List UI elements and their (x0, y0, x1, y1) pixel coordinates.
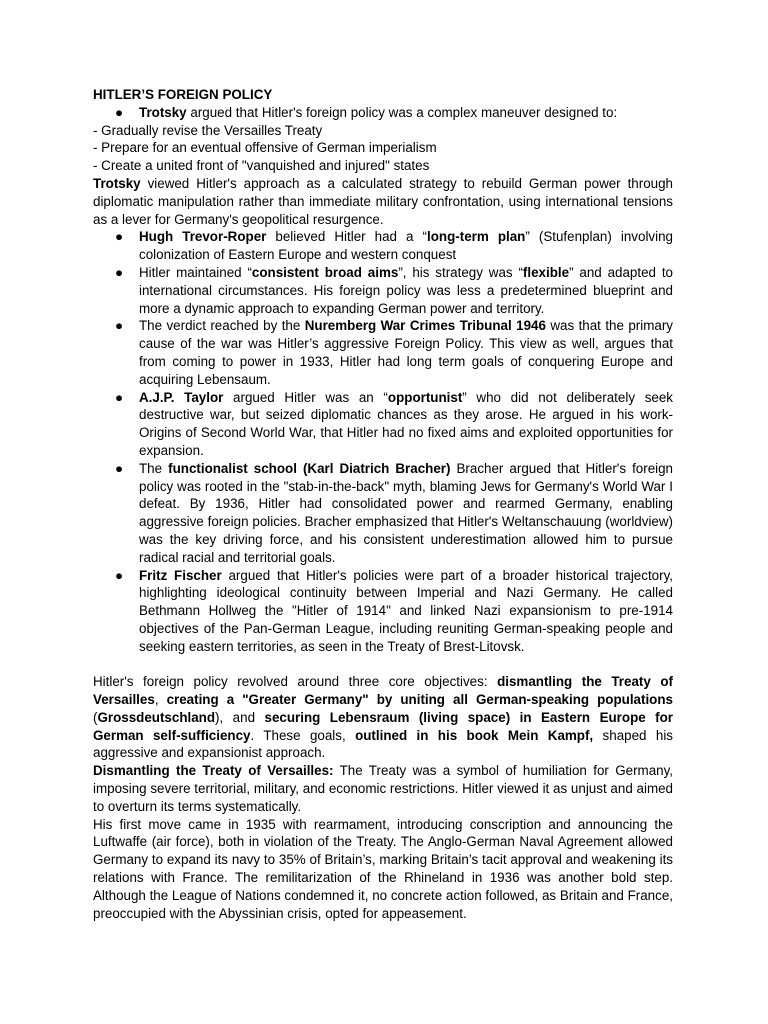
dismantling-paragraph (93, 762, 673, 815)
bold-text: Nuremberg War Crimes Tribunal 1946 (304, 318, 546, 334)
bullet-icon: ● (115, 318, 124, 334)
list-item (93, 104, 673, 122)
bold-text: outlined in his book Mein Kampf, (355, 727, 594, 743)
dash-item-1: - Gradually revise the Versailles Treaty (93, 122, 323, 138)
bullet-icon: ● (115, 389, 124, 405)
list-item (93, 567, 673, 656)
dash-item-2: - Prepare for an eventual offensive of German imperialism (93, 140, 437, 156)
historian-list (93, 228, 673, 655)
bold-text: Grossdeutschland (97, 709, 216, 725)
list-item (93, 264, 673, 317)
text-run: shaped his aggressive and expansionist approach. (93, 727, 673, 761)
text-run: ( (93, 709, 98, 725)
bullet-icon: ● (115, 104, 124, 120)
text-run: . These goals, (250, 727, 356, 743)
text-run: The Treaty was a symbol of humiliation for Germany, imposing severe territorial, military, and economic restrictions. Hitler viewed it as unjust and aimed to overturn its terms systematically. (93, 763, 674, 814)
list-item (93, 389, 673, 460)
text-run: ” who did not deliberately seek destructive war, but seized diplomatic chances as they arose. He argued in his work- Origins of Second World War, that Hitler had no fixed aims and exploited opportunities for expansion. (139, 389, 673, 458)
bold-text: functionalist school (Karl Diatrich Bracher) (168, 460, 451, 476)
paragraph-gap (93, 656, 673, 674)
bullet-icon: ● (115, 229, 124, 245)
text-run: ” (Stufenplan) involving colonization of Eastern Europe and western conquest (139, 229, 673, 263)
trotsky-list (93, 104, 673, 122)
bullet-icon: ● (115, 567, 124, 583)
text-run: was that the primary cause of the war was Hitler’s aggressive Foreign Policy. This view as well, argues that from coming to power in 1933, Hitler had long term goals of conquering Europe and acquiring Lebensaum. (139, 318, 673, 387)
text-run: ” and adapted to international circumstances. His foreign policy was less a predetermined blueprint and more a dynamic approach to expanding German power and territory. (139, 264, 673, 316)
text-run: Hitler maintained “ (139, 264, 252, 280)
page-title: HITLER’S FOREIGN POLICY (93, 87, 273, 102)
list-item (93, 317, 673, 388)
bullet-icon: ● (115, 264, 124, 280)
bold-text: Fritz Fischer (139, 567, 222, 583)
text-run: ), and (215, 709, 265, 725)
bold-text: consistent broad aims (251, 264, 399, 280)
bold-text: long-term plan (427, 229, 526, 245)
text-run: argued Hitler was an “ (223, 389, 388, 405)
text-run: , (154, 692, 167, 708)
bullet-icon: ● (115, 460, 124, 476)
objectives-paragraph (93, 673, 673, 762)
text-run: Bracher argued that Hitler's foreign policy was rooted in the "stab-in-the-back" myth, blaming Jews for Germany's World War I defeat. By 1936, Hitler had consolidated power and rearmed Germany, enabling aggressive foreign policies. Bracher emphasized that Hitler's Weltanschauung (worldview) was the key driving force, and his consistent underestimation allowed him to pursue radical racial and territorial goals. (139, 460, 674, 565)
rearmament-paragraph: His first move came in 1935 with rearmament, introducing conscription and announcing the Luftwaffe (air force), both in violation of the Treaty. The Anglo-German Naval Agreement allowed Germany to expand its navy to 35% of Britain’s, marking Britain’s tacit approval and weakening its relations with France. The remilitarization of the Rhineland in 1936 was another bold step. Although the League of Nations condemned it, no concrete action followed, as Britain and France, preoccupied with the Abyssinian crisis, opted for appeasement. (93, 816, 673, 921)
text-run: argued that Hitler's policies were part of a broader historical trajectory, highlighting ideological continuity between Imperial and Nazi Germany. He called Bethmann Hollweg the "Hitler of 1914" and linked Nazi expansionism to pre-1914 objectives of the Pan-German League, including reuniting German-speaking people and seeking eastern territories, as seen in the Treaty of Brest-Litovsk. (139, 567, 673, 654)
bold-text: A.J.P. Taylor (139, 389, 224, 405)
list-item (93, 228, 673, 264)
bold-text: flexible (522, 264, 570, 280)
text-run: believed Hitler had a “ (266, 229, 428, 245)
bold-text: securing Lebensraum (living space) in Eastern Europe for German self-sufficiency (93, 709, 673, 743)
trotsky-summary (93, 175, 673, 228)
document-page (93, 86, 673, 922)
trotsky-summary-text: viewed Hitler's approach as a calculated strategy to rebuild German power through diplomatic manipulation rather than immediate military confrontation, using international tensions as a lever for Germany's geopolitical resurgence. (93, 175, 673, 227)
text-run: Hitler's foreign policy revolved around three core objectives: (93, 674, 498, 690)
bold-text: opportunist (387, 389, 463, 405)
bold-text: dismantling the Treaty of Versailles (93, 674, 673, 708)
text-run: The verdict reached by the (139, 318, 305, 334)
text-run: The (139, 460, 169, 476)
dash-item-3: - Create a united front of "vanquished and injured" states (93, 158, 430, 174)
bold-text: Hugh Trevor-Roper (139, 229, 267, 245)
name-trotsky: Trotsky (139, 104, 187, 120)
bold-text: creating a "Greater Germany" by uniting all German-speaking populations (166, 692, 673, 708)
bold-text: Dismantling the Treaty of Versailles: (93, 763, 334, 779)
name-trotsky-summary: Trotsky (93, 175, 141, 191)
list-item (93, 460, 673, 567)
trotsky-intro-text: argued that Hitler's foreign policy was a complex maneuver designed to: (186, 104, 618, 120)
text-run: ”, his strategy was “ (398, 264, 523, 280)
